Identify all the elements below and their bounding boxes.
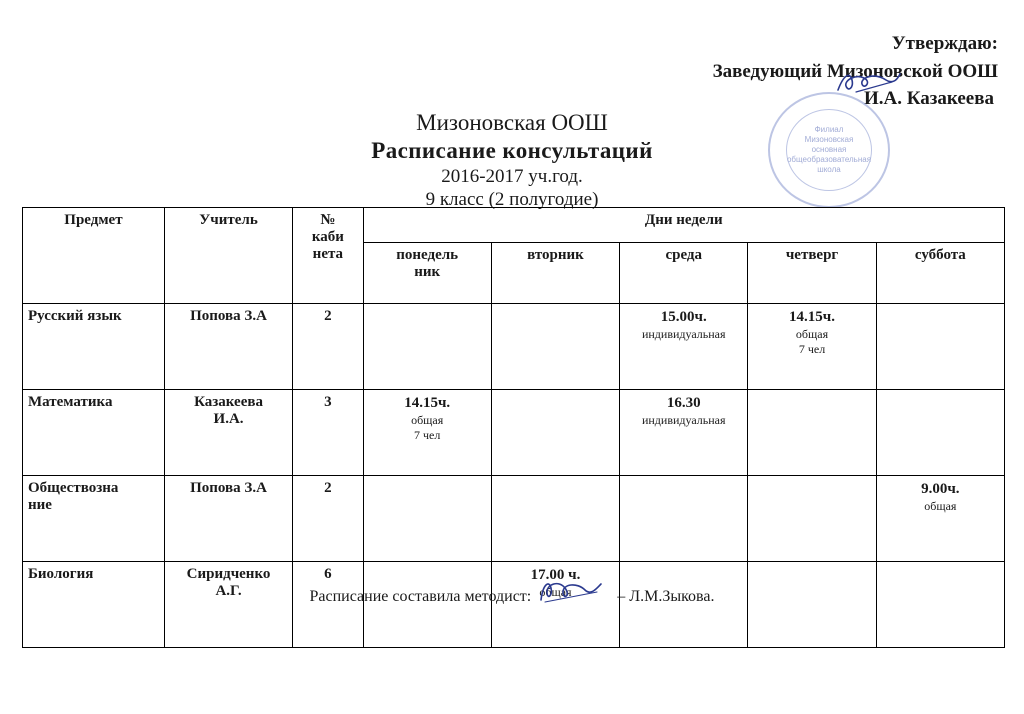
cell-note-1: индивидуальная [641, 412, 726, 427]
approval-line-1: Утверждаю: [891, 33, 998, 54]
methodist-signature [535, 588, 613, 606]
header-room [293, 208, 363, 304]
cell-saturday [876, 390, 1004, 476]
cell-thursday [748, 390, 876, 476]
approval-line-2: Заведующий Мизоновской ООШ [712, 60, 998, 82]
cell-note: индивидуальная [641, 326, 726, 341]
cell-time: 9.00ч. [921, 481, 960, 497]
table-row [23, 476, 1005, 562]
cell-saturday [876, 304, 1004, 390]
stamp-line-3: основная [811, 145, 847, 154]
cell-tuesday [491, 476, 619, 562]
cell-teacher-line1: Казакеева [194, 394, 263, 410]
cell-time: 17.00 ч. [530, 567, 581, 583]
cell-room: 6 [293, 562, 363, 648]
cell-subject [23, 476, 165, 562]
cell-wednesday [620, 390, 748, 476]
cell-time: 14.15ч. [404, 395, 451, 411]
header-teacher: Учитель [164, 208, 292, 304]
cell-time: 15.00ч. [660, 309, 707, 325]
academic-year: 2016-2017 уч.год. [441, 166, 583, 187]
cell-room: 2 [293, 476, 363, 562]
header-day-saturday: суббота [876, 243, 1004, 304]
stamp-line-2: Мизоновская [804, 135, 854, 144]
document-heading [0, 110, 1024, 211]
header-room-line-3: нета [312, 246, 344, 262]
cell-teacher [164, 390, 292, 476]
cell-subject: Русский язык [23, 304, 165, 390]
cell-teacher: Попова З.А [164, 304, 292, 390]
approval-line-3: И.А. Казакеева [863, 88, 994, 110]
header-subject: Предмет [23, 208, 165, 304]
page-title: Расписание консультаций [371, 138, 653, 163]
footer-suffix: – Л.М.Зыкова. [617, 588, 715, 605]
header-day-monday [363, 243, 491, 304]
cell-subject: Биология [23, 562, 165, 648]
header-day-tuesday: вторник [491, 243, 619, 304]
header-day-wednesday: среда [620, 243, 748, 304]
cell-note-1: общая [924, 498, 957, 513]
grade-term: 9 класс (2 полугодие) [425, 189, 599, 210]
footer-prefix: Расписание составила методист: [309, 588, 532, 605]
header-room-line-2: каби [311, 229, 344, 245]
header-day-thursday: четверг [748, 243, 876, 304]
stamp-line-5: школа [817, 165, 841, 174]
footer-line [0, 588, 1024, 606]
cell-room: 3 [293, 390, 363, 476]
cell-monday [363, 390, 491, 476]
cell-note-1: общая [411, 412, 444, 427]
cell-saturday [876, 476, 1004, 562]
cell-subject-line1: Обществозна [28, 480, 119, 496]
cell-note-2: 7 чел [798, 342, 826, 357]
cell-wednesday [620, 476, 748, 562]
header-day-monday-line2: ник [414, 264, 441, 280]
cell-tuesday [491, 390, 619, 476]
cell-subject-line2: ние [28, 497, 52, 513]
cell-monday [363, 476, 491, 562]
cell-room: 2 [293, 304, 363, 390]
consultation-schedule-table [22, 207, 1005, 648]
cell-time: 16.30 [666, 395, 701, 411]
cell-teacher: Попова З.А [164, 476, 292, 562]
header-days-of-week: Дни недели [363, 208, 1004, 243]
header-day-monday-line1: понедель [396, 247, 459, 263]
cell-thursday [748, 476, 876, 562]
school-name: Мизоновская ООШ [416, 110, 608, 135]
cell-tuesday [491, 304, 619, 390]
cell-time: 14.15ч. [789, 309, 836, 325]
table-header-row-1 [23, 208, 1005, 243]
stamp-line-4: общеобразовательная [786, 155, 872, 164]
cell-wednesday [620, 304, 748, 390]
cell-note-2: 7 чел [414, 428, 441, 443]
cell-monday [363, 304, 491, 390]
cell-teacher-line1: Сиридченко [186, 566, 271, 582]
stamp-line-1: Филиал [814, 125, 844, 134]
header-room-line-1: № [320, 212, 336, 228]
cell-teacher-line2: А.Г. [215, 583, 242, 599]
cell-thursday [748, 304, 876, 390]
table-row [23, 304, 1005, 390]
cell-note-1: общая [539, 584, 572, 599]
table-row [23, 390, 1005, 476]
cell-teacher-line2: И.А. [213, 411, 244, 427]
cell-subject: Математика [23, 390, 165, 476]
cell-note-1: общая [795, 326, 829, 341]
